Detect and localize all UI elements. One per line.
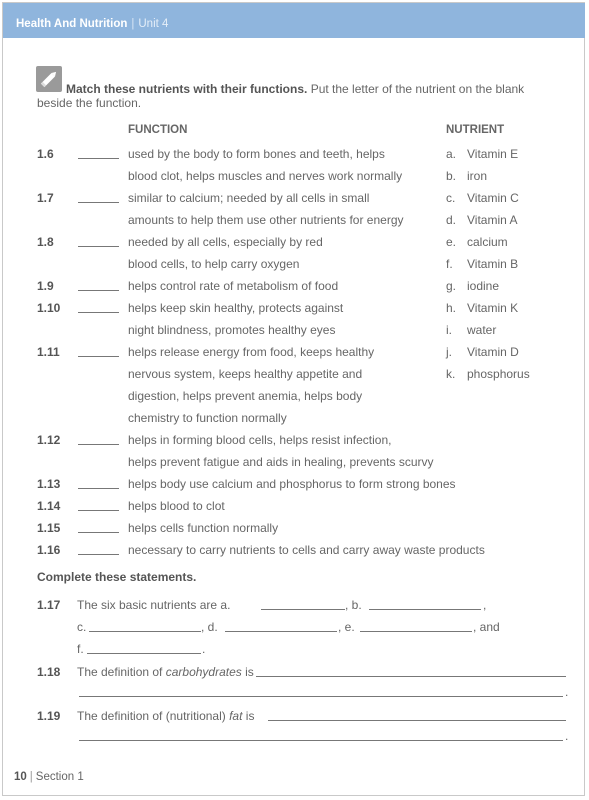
nutrient-item: [0, 187, 589, 207]
header-subject: Health And Nutrition: [16, 18, 128, 30]
page-footer: [14, 771, 84, 783]
answer-blank-f[interactable]: [87, 653, 201, 654]
answer-line[interactable]: [79, 740, 563, 741]
header-unit: Unit 4: [138, 18, 169, 30]
nutrient-name: iodine: [467, 279, 500, 293]
label-d: , d.: [201, 620, 218, 634]
function-text: helps blood to clot: [128, 499, 225, 513]
nutrient-name: Vitamin D: [467, 345, 519, 359]
function-text: helps release energy from food, keeps healthy: [128, 345, 375, 359]
function-text: helps body use calcium and phosphorus to form strong bones: [128, 477, 456, 491]
question-number: 1.12: [37, 433, 61, 447]
instructions-lead: Match these nutrients with their functions.: [66, 82, 308, 96]
question-number: 1.19: [37, 709, 61, 723]
question-number: 1.11: [37, 345, 60, 359]
function-text: helps prevent fatigue and aids in healing, prevents scurvy: [128, 455, 434, 469]
nutrient-letter: d.: [446, 213, 457, 227]
function-text: helps in forming blood cells, helps resist infection,: [128, 433, 392, 447]
nutrient-name: Vitamin K: [467, 301, 519, 315]
instructions: [37, 82, 557, 110]
label-e: , e.: [338, 620, 355, 634]
complete-statements-heading: Complete these statements.: [37, 570, 197, 584]
nutrient-name: iron: [467, 169, 488, 183]
function-row: [0, 539, 589, 559]
period: .: [565, 685, 569, 699]
nutrient-column-heading: NUTRIENT: [446, 124, 505, 136]
question-text: The definition of carbohydrates is: [77, 665, 254, 679]
function-text: chemistry to function normally: [128, 411, 287, 425]
question-number: 1.14: [37, 499, 61, 513]
nutrient-name: phosphorus: [467, 367, 530, 381]
nutrient-letter: b.: [446, 169, 457, 183]
nutrient-letter: f.: [446, 257, 453, 271]
answer-blank-e[interactable]: [360, 631, 472, 632]
label-c: c.: [77, 620, 87, 634]
answer-blank-b[interactable]: [369, 609, 481, 610]
function-row: [0, 517, 589, 537]
nutrient-name: Vitamin B: [467, 257, 519, 271]
function-row: [0, 385, 589, 405]
question-number: 1.17: [37, 598, 61, 612]
header-title: [16, 18, 168, 30]
answer-blank[interactable]: [78, 532, 119, 533]
nutrient-letter: j.: [446, 345, 452, 359]
function-text: helps cells function normally: [128, 521, 279, 535]
answer-blank[interactable]: [78, 510, 119, 511]
function-text: night blindness, promotes healthy eyes: [128, 323, 336, 337]
instructions-rest: Put the letter of the nutrient on the blank beside the function.: [37, 82, 525, 110]
nutrient-item: [0, 253, 589, 273]
function-text: needed by all cells, especially by red: [128, 235, 323, 249]
nutrient-item: [0, 363, 589, 383]
function-text: similar to calcium; needed by all cells in small: [128, 191, 370, 205]
answer-line[interactable]: [268, 720, 566, 721]
answer-blank[interactable]: [78, 444, 119, 445]
label-f: f.: [77, 642, 84, 656]
nutrient-name: calcium: [467, 235, 508, 249]
period: .: [565, 729, 569, 743]
function-text: necessary to carry nutrients to cells and carry away waste products: [128, 543, 485, 557]
function-text: digestion, helps prevent anemia, helps body: [128, 389, 363, 403]
period: .: [202, 642, 206, 656]
function-row: [0, 407, 589, 427]
function-text: helps keep skin healthy, protects against: [128, 301, 344, 315]
question-number: 1.15: [37, 521, 61, 535]
question-text: The definition of (nutritional) fat is: [77, 709, 255, 723]
nutrient-letter: a.: [446, 147, 457, 161]
nutrient-letter: h.: [446, 301, 457, 315]
nutrient-item: [0, 341, 589, 361]
nutrient-name: Vitamin A: [467, 213, 518, 227]
answer-blank[interactable]: [78, 488, 119, 489]
function-text: nervous system, keeps healthy appetite and: [128, 367, 363, 381]
question-number: 1.6: [37, 147, 54, 161]
function-text: used by the body to form bones and teeth, helps: [128, 147, 385, 161]
answer-blank[interactable]: [78, 554, 119, 555]
label-b: , b.: [345, 598, 362, 612]
nutrient-name: water: [467, 323, 497, 337]
answer-line[interactable]: [256, 676, 566, 677]
footer-separator: |: [29, 771, 33, 783]
function-row: [0, 473, 589, 493]
nutrient-item: [0, 297, 589, 317]
function-text: helps control rate of metabolism of food: [128, 279, 339, 293]
nutrient-name: Vitamin C: [467, 191, 519, 205]
answer-blank-c[interactable]: [89, 631, 201, 632]
answer-blank-d[interactable]: [225, 631, 337, 632]
question-number: 1.16: [37, 543, 61, 557]
nutrient-item: [0, 209, 589, 229]
question-text: The six basic nutrients are a.: [77, 598, 231, 612]
nutrient-item: [0, 319, 589, 339]
page-number: 10: [14, 771, 27, 783]
function-text: amounts to help them use other nutrients for energy: [128, 213, 404, 227]
function-text: blood cells, to help carry oxygen: [128, 257, 300, 271]
question-number: 1.10: [37, 301, 61, 315]
nutrient-item: [0, 143, 589, 163]
footer-section: Section 1: [35, 771, 84, 783]
nutrient-item: [0, 231, 589, 251]
nutrient-letter: e.: [446, 235, 457, 249]
question-number: 1.13: [37, 477, 61, 491]
question-number: 1.18: [37, 665, 61, 679]
nutrient-letter: g.: [446, 279, 457, 293]
nutrient-name: Vitamin E: [467, 147, 519, 161]
question-number: 1.9: [37, 279, 54, 293]
function-row: [0, 429, 589, 449]
label-and: , and: [473, 620, 500, 634]
nutrient-letter: i.: [446, 323, 452, 337]
header-separator: |: [131, 18, 135, 30]
nutrient-item: [0, 165, 589, 185]
page-header: [3, 3, 585, 38]
function-row: [0, 495, 589, 515]
nutrient-item: [0, 275, 589, 295]
comma: ,: [483, 598, 487, 612]
function-column-heading: FUNCTION: [128, 124, 188, 136]
question-number: 1.7: [37, 191, 54, 205]
function-text: blood clot, helps muscles and nerves work normally: [128, 169, 403, 183]
answer-line[interactable]: [79, 696, 563, 697]
nutrient-letter: c.: [446, 191, 456, 205]
question-number: 1.8: [37, 235, 54, 249]
function-row: [0, 451, 589, 471]
nutrient-letter: k.: [446, 367, 456, 381]
answer-blank-a[interactable]: [261, 609, 345, 610]
